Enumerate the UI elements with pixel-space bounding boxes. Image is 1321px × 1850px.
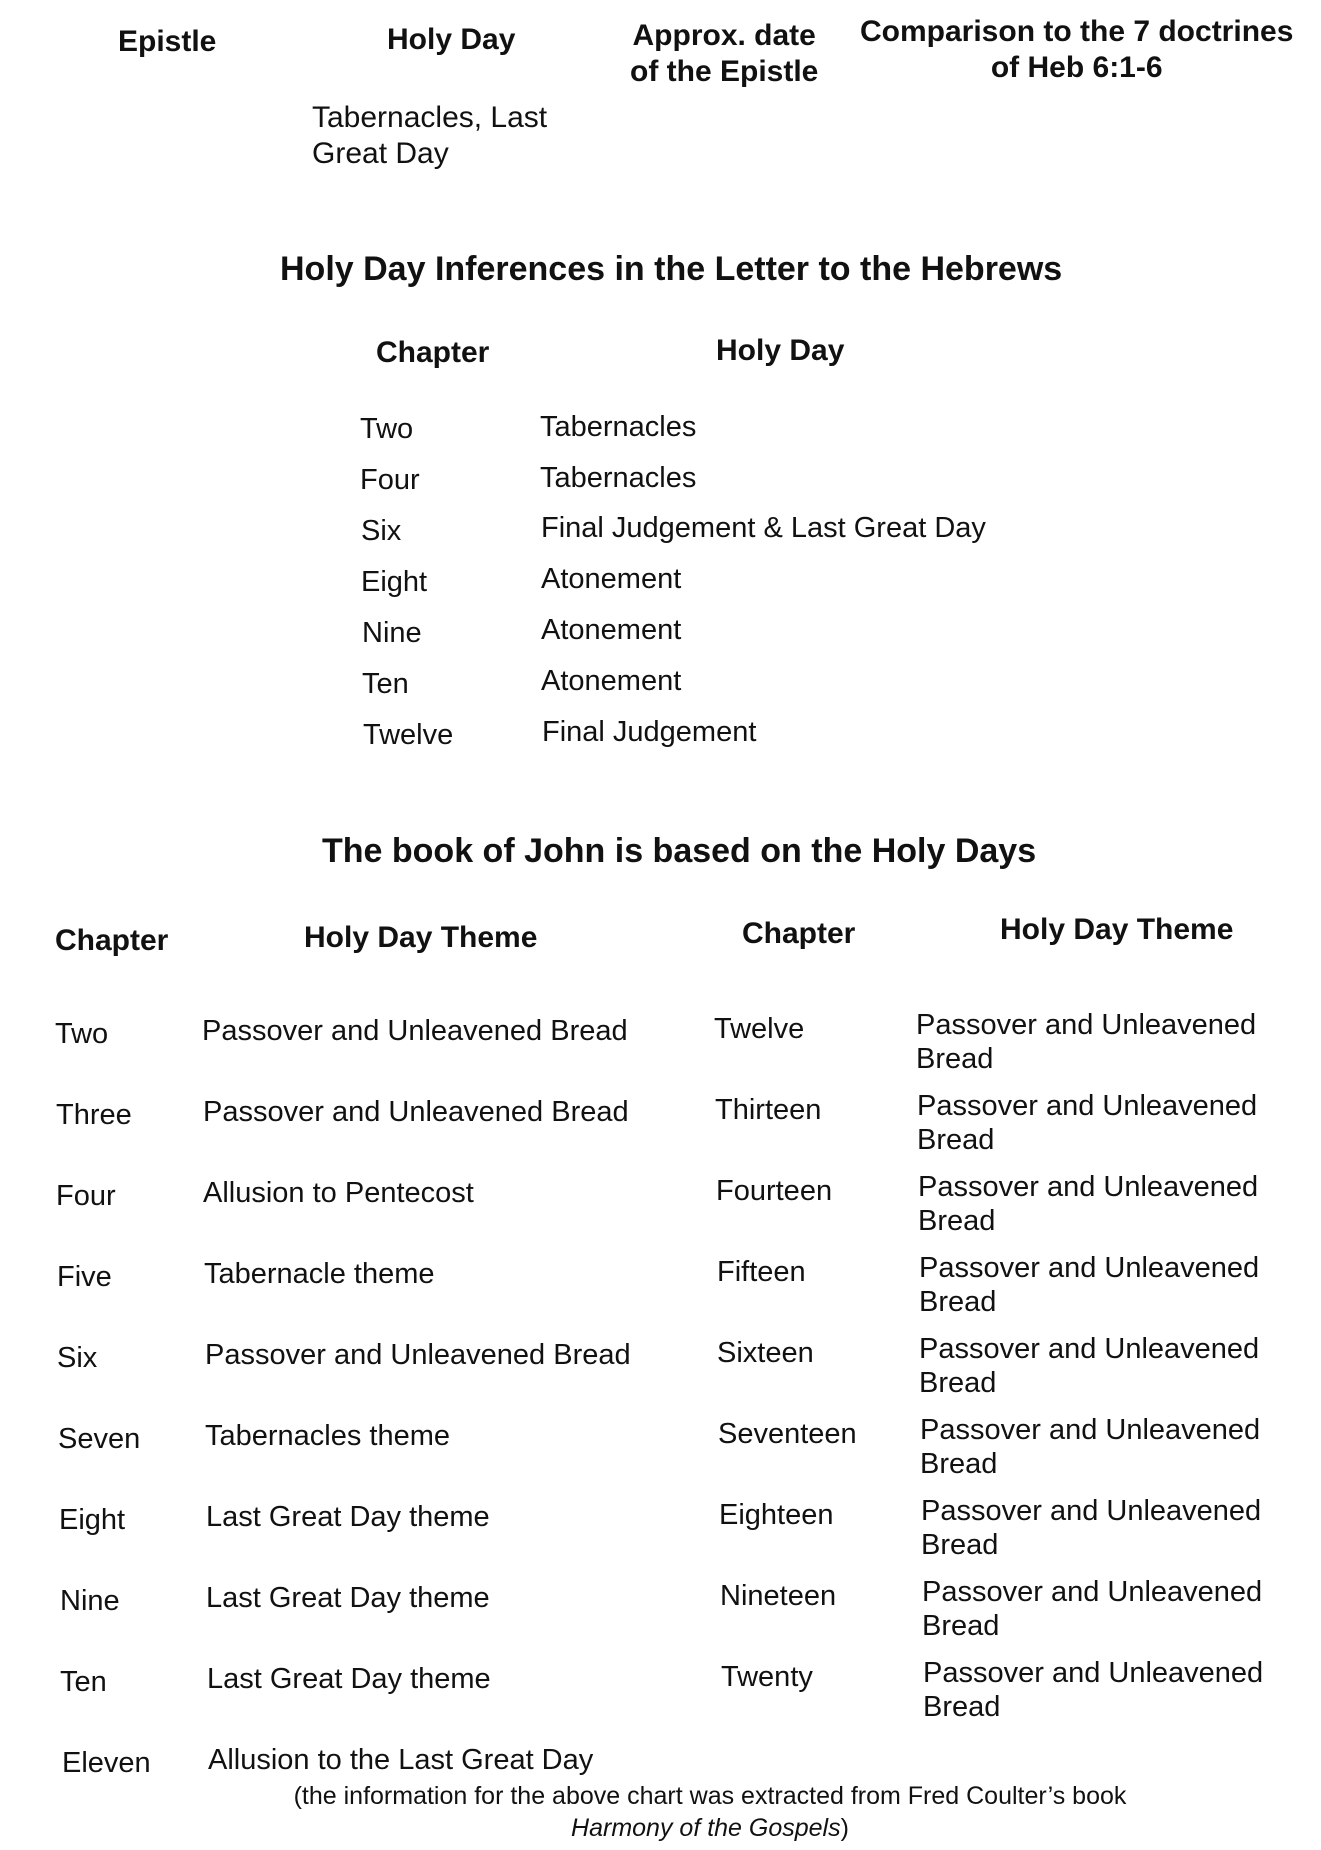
john-col-chapter-left: Chapter [55, 924, 169, 957]
header-holy-day: Holy Day [387, 23, 516, 56]
john-right-theme-line1: Passover and Unleavened [919, 1252, 1260, 1284]
john-right-theme-line1: Passover and Unleavened [920, 1414, 1261, 1446]
john-left-theme: Last Great Day theme [206, 1582, 490, 1614]
john-right-theme-line1: Passover and Unleavened [921, 1495, 1262, 1527]
john-right-theme-line1: Passover and Unleavened [922, 1576, 1263, 1608]
john-right-theme-line2: Bread [923, 1691, 1001, 1723]
john-right-theme-line1: Passover and Unleavened [916, 1009, 1257, 1041]
john-right-chapter: Nineteen [720, 1580, 837, 1612]
john-right-theme-line2: Bread [917, 1124, 995, 1156]
hebrews-col-holy-day: Holy Day [716, 334, 845, 367]
john-left-theme: Passover and Unleavened Bread [203, 1096, 629, 1128]
source-note-line1: (the information for the above chart was extracted from Fred Coulter’s book [293, 1782, 1127, 1810]
hebrews-chapter: Twelve [363, 719, 454, 751]
john-right-theme [920, 1413, 1260, 1481]
john-left-chapter: Nine [60, 1585, 120, 1617]
john-left-chapter: Six [57, 1342, 98, 1374]
john-col-chapter-right: Chapter [742, 917, 856, 950]
john-right-chapter: Twenty [721, 1661, 813, 1693]
john-right-theme-line1: Passover and Unleavened [919, 1333, 1260, 1365]
top-holy-day-value [312, 100, 547, 172]
john-left-chapter: Two [55, 1018, 109, 1050]
header-epistle: Epistle [118, 25, 217, 58]
john-right-theme-line1: Passover and Unleavened [923, 1657, 1264, 1689]
john-left-chapter: Five [57, 1261, 112, 1293]
john-right-theme-line2: Bread [916, 1043, 994, 1075]
hebrews-chapter: Ten [362, 668, 409, 700]
john-left-chapter: Eight [59, 1504, 126, 1536]
hebrews-day: Atonement [541, 665, 682, 697]
john-left-theme: Tabernacle theme [204, 1258, 435, 1290]
john-left-theme: Passover and Unleavened Bread [202, 1015, 628, 1047]
source-note-close-paren: ) [840, 1814, 849, 1842]
john-right-chapter: Fourteen [716, 1175, 833, 1207]
hebrews-day: Tabernacles [540, 411, 697, 443]
hebrews-col-chapter: Chapter [376, 336, 490, 369]
source-note-line2 [280, 1812, 1140, 1844]
john-right-theme-line2: Bread [920, 1448, 998, 1480]
source-note-book-title: Harmony of the Gospels [571, 1814, 841, 1842]
header-comparison-line2: of Heb 6:1-6 [990, 51, 1163, 84]
john-right-theme [921, 1494, 1261, 1562]
john-right-theme-line2: Bread [919, 1367, 997, 1399]
john-right-theme-line2: Bread [921, 1529, 999, 1561]
header-comparison [860, 14, 1293, 86]
source-note [280, 1780, 1140, 1844]
john-right-theme [918, 1170, 1258, 1238]
john-left-chapter: Three [56, 1099, 132, 1131]
hebrews-chapter: Six [361, 515, 402, 547]
top-holy-day-line1: Tabernacles, Last [312, 101, 548, 134]
hebrews-chapter: Eight [361, 566, 428, 598]
john-right-theme-line1: Passover and Unleavened [918, 1171, 1259, 1203]
hebrews-day: Final Judgement [542, 716, 757, 748]
hebrews-day: Tabernacles [540, 462, 697, 494]
john-left-chapter: Seven [58, 1423, 141, 1455]
john-left-chapter: Eleven [62, 1747, 151, 1779]
hebrews-chapter: Four [360, 464, 420, 496]
john-right-theme-line2: Bread [918, 1205, 996, 1237]
hebrews-day: Atonement [541, 563, 682, 595]
john-right-theme [916, 1008, 1256, 1076]
john-left-theme: Tabernacles theme [205, 1420, 451, 1452]
john-right-chapter: Eighteen [719, 1499, 834, 1531]
john-right-chapter: Seventeen [718, 1418, 857, 1450]
john-right-chapter: Sixteen [717, 1337, 814, 1369]
john-title: The book of John is based on the Holy Days [322, 832, 1037, 870]
john-right-theme-line2: Bread [922, 1610, 1000, 1642]
john-right-chapter: Twelve [714, 1013, 805, 1045]
top-holy-day-line2: Great Day [312, 137, 449, 170]
john-left-theme: Last Great Day theme [207, 1663, 491, 1695]
hebrews-day: Final Judgement & Last Great Day [541, 512, 986, 544]
john-left-theme: Allusion to the Last Great Day [208, 1744, 594, 1776]
header-approx-date-line1: Approx. date [632, 19, 816, 52]
john-right-theme-line1: Passover and Unleavened [917, 1090, 1258, 1122]
john-right-chapter: Fifteen [717, 1256, 806, 1288]
header-approx-date [630, 18, 818, 90]
john-right-chapter: Thirteen [715, 1094, 822, 1126]
john-left-theme: Passover and Unleavened Bread [205, 1339, 631, 1371]
hebrews-chapter: Two [360, 413, 414, 445]
hebrews-title: Holy Day Inferences in the Letter to the Hebrews [280, 250, 1063, 288]
john-col-theme-left: Holy Day Theme [304, 921, 538, 954]
john-right-theme [919, 1332, 1259, 1400]
john-left-theme: Allusion to Pentecost [203, 1177, 474, 1209]
john-left-chapter: Four [56, 1180, 116, 1212]
john-right-theme [923, 1656, 1263, 1724]
john-right-theme-line2: Bread [919, 1286, 997, 1318]
john-right-theme [917, 1089, 1257, 1157]
john-left-theme: Last Great Day theme [206, 1501, 490, 1533]
john-left-chapter: Ten [60, 1666, 107, 1698]
john-right-theme [922, 1575, 1262, 1643]
john-right-theme [919, 1251, 1259, 1319]
hebrews-chapter: Nine [362, 617, 422, 649]
john-col-theme-right: Holy Day Theme [1000, 913, 1234, 946]
header-approx-date-line2: of the Epistle [630, 55, 819, 88]
hebrews-day: Atonement [541, 614, 682, 646]
header-comparison-line1: Comparison to the 7 doctrines [860, 15, 1294, 48]
